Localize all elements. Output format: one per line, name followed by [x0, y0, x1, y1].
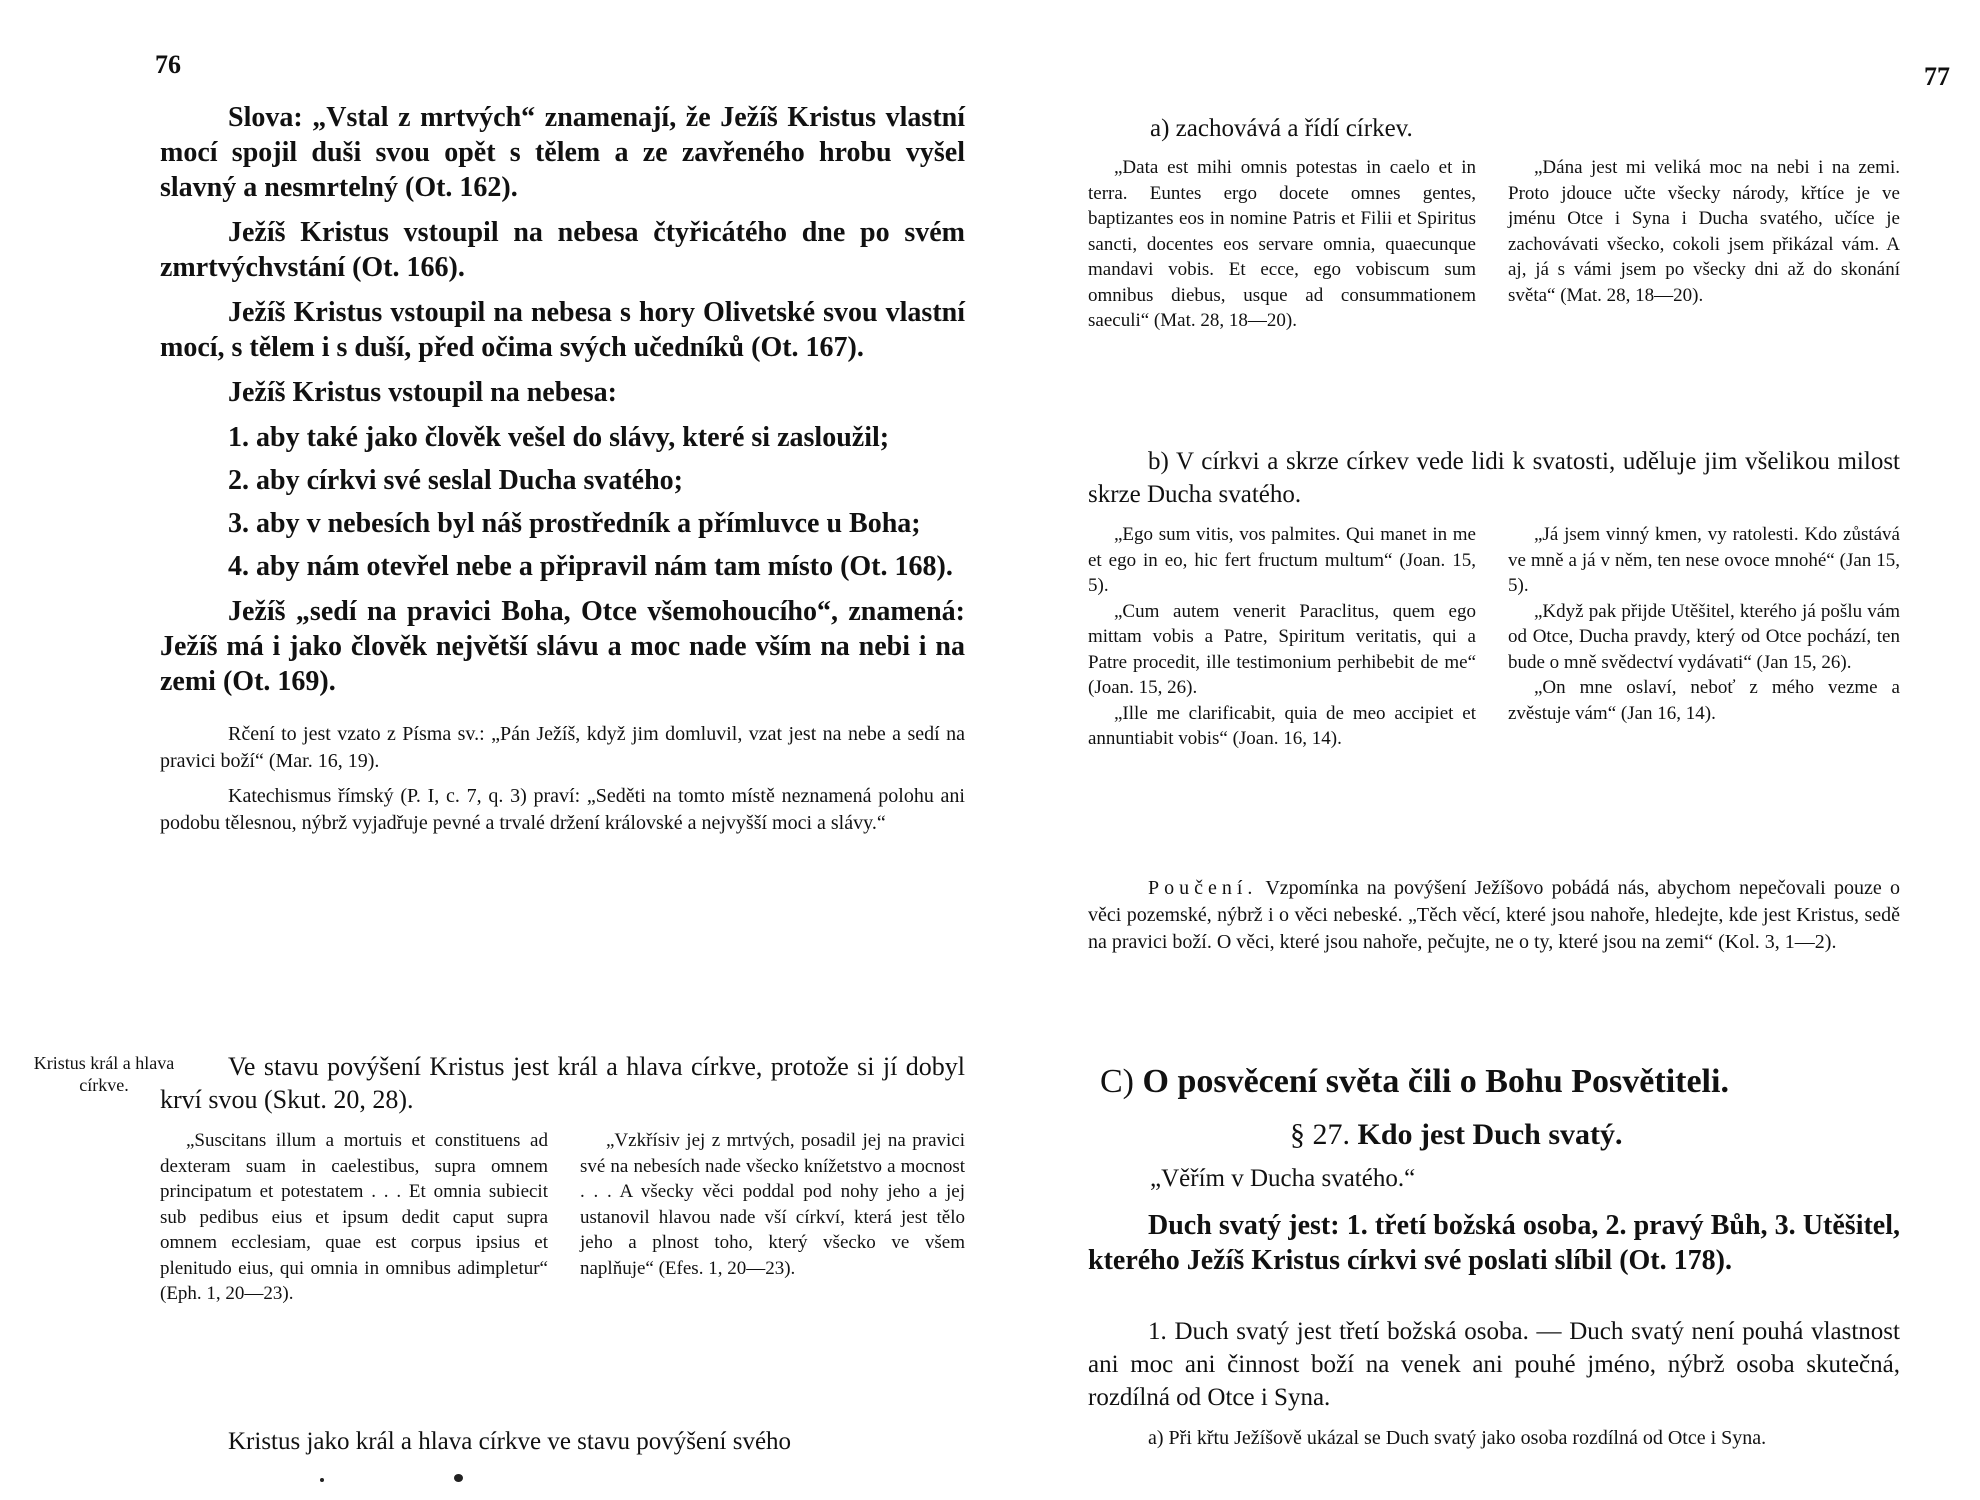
ink-spot — [320, 1478, 324, 1482]
commentary-paragraph: Katechismus římský (P. I, c. 7, q. 3) praví: „Seděti na tomto místě neznamená polohu ani podobu tělesnou, nýbrž vyjadřuje pevné a trvalé držení královské a nejvyšší moci a slávy.“ — [160, 785, 965, 834]
paragraph-heading — [1290, 1118, 1623, 1152]
latin-column — [160, 1128, 548, 1307]
answer-paragraph: Ježíš Kristus vstoupil na nebesa s hory Olivetské svou vlastní mocí, s tělem i s duší, před očima svých učedníků (Ot. 167). — [160, 297, 965, 363]
czech-column — [1508, 522, 1900, 726]
left-page — [0, 0, 980, 1500]
latin-quote: „Ego sum vitis, vos palmites. Qui manet in me et ego in eo, hic fert fructum multum“ (Joan. 15, 5). — [1088, 524, 1476, 596]
czech-column — [1508, 155, 1900, 308]
point-a: a) Při křtu Ježíšově ukázal se Duch svatý jako osoba rozdílná od Otce i Syna. — [1148, 1427, 1767, 1449]
right-page — [1000, 0, 1980, 1500]
instruction-label: Poučení. — [1148, 877, 1258, 899]
margin-note: Kristus král a hlava církve. — [33, 1053, 175, 1095]
czech-quote: „Dána jest mi veliká moc na nebi i na zemi. Proto jdouce učte všecky národy, křtíce je ve jménu Otce i Syna i Ducha svatého, učíce je zachovávati všecko, cokoli jsem přikázal vám. A aj, já s vámi jsem po všecky dni až do skonání světa“ (Mat. 28, 18—20). — [1508, 157, 1900, 306]
instruction-paragraph — [1088, 875, 1900, 956]
latin-quote: „Ille me clarificabit, quia de meo accipiet et annuntiabit vobis“ (Joan. 16, 14). — [1088, 702, 1476, 749]
answer-paragraph: Ježíš „sedí na pravici Boha, Otce všemohoucího“, znamená: Ježíš má i jako člověk největší slávu a moc nade vším na nebi i na zemi (Ot. 169). — [160, 596, 965, 697]
latin-column — [1088, 155, 1476, 334]
paragraph-number: § 27. — [1290, 1118, 1350, 1151]
czech-quote: „On mne oslaví, neboť z mého vezme a zvěstuje vám“ (Jan 16, 14). — [1508, 677, 1900, 724]
section-title: O posvěcení světa čili o Bohu Posvětiteli. — [1142, 1063, 1729, 1100]
answer-list-item: 2. aby církvi své seslal Ducha svatého; — [228, 465, 683, 496]
section-letter: C) — [1100, 1063, 1134, 1100]
latin-quote: „Cum autem venerit Paraclitus, quem ego mittam vobis a Patre, Spiritum veritatis, qui a Patre procedit, ille testimonium perhibebit de me“ (Joan. 15, 26). — [1088, 600, 1476, 698]
answer-list-item: 1. aby také jako člověk vešel do slávy, které si zasloužil; — [228, 422, 890, 453]
latin-quote: „Suscitans illum a mortuis et constituens ad dexteram suam in caelestibus, supra omnem principatum et potestatem . . . Et omnia subiecit sub pedibus eius et ipsum dedit caput supra omnem ecclesiam, quae est corpus ipsius et plenitudo eius, qui omnia in omnibus adimpletur“ (Eph. 1, 20—23). — [160, 1130, 548, 1304]
answer-paragraph: Ježíš Kristus vstoupil na nebesa čtyřicátého dne po svém zmrtvýchvstání (Ot. 166). — [160, 217, 965, 283]
answer-paragraph: Ježíš Kristus vstoupil na nebesa: — [228, 377, 617, 408]
page-number: 77 — [1924, 62, 1950, 91]
definition: Duch svatý jest: 1. třetí božská osoba, 2. pravý Bůh, 3. Utěšitel, kterého Ježíš Kristus církvi své poslati slíbil (Ot. 178). — [1088, 1210, 1900, 1276]
point-one: 1. Duch svatý jest třetí božská osoba. — Duch svatý není pouhá vlastnost ani moc ani činnost boží na venek ani pouhé jméno, nýbrž osoba skutečná, rozdílná od Otce i Syna. — [1088, 1318, 1900, 1411]
section-heading — [1100, 1060, 1729, 1104]
commentary-paragraph: Rčení to jest vzato z Písma sv.: „Pán Ježíš, když jim domluvil, vzat jest na nebe a sedí na pravici boží“ (Mar. 16, 19). — [160, 723, 965, 772]
section-text: Ve stavu povýšení Kristus jest král a hlava církve, protože si jí dobyl krví svou (Skut. 20, 28). — [160, 1052, 965, 1114]
answer-paragraph: Slova: „Vstal z mrtvých“ znamenají, že Ježíš Kristus vlastní mocí spojil duši svou opět s tělem a ze zavřeného hrobu vyšel slavný a nesmrtelný (Ot. 162). — [160, 102, 965, 203]
czech-quote: „Já jsem vinný kmen, vy ratolesti. Kdo zůstává ve mně a já v něm, ten nese ovoce mnohé“ (Jan 15, 5). — [1508, 524, 1900, 596]
answer-list-item: 3. aby v nebesích byl náš prostředník a přímluvce u Boha; — [228, 508, 921, 539]
czech-quote: „Vzkřísiv jej z mrtvých, posadil jej na pravici své na nebesích nade všecko knížetstvo a mocnost . . . A všecky věci poddal pod nohy jeho a jej ustanovil hlavou nade vší církví, která jest tělo jeho a plnost toho, který všecko ve všem naplňuje“ (Efes. 1, 20—23). — [580, 1130, 965, 1279]
subsection-a-heading: a) zachovává a řídí církev. — [1150, 115, 1413, 142]
footer-text: Kristus jako král a hlava církve ve stavu povýšení svého — [228, 1428, 792, 1455]
catechism-answers — [160, 100, 965, 837]
creed-line: „Věřím v Ducha svatého.“ — [1150, 1165, 1416, 1192]
subsection-b-text: b) V církvi a skrze církev vede lidi k svatosti, uděluje jim všelikou milost skrze Ducha svatého. — [1088, 448, 1900, 508]
paragraph-title: Kdo jest Duch svatý. — [1357, 1118, 1623, 1151]
czech-quote: „Když pak přijde Utěšitel, kterého já pošlu vám od Otce, Ducha pravdy, který od Otce pochází, ten bude o mně svědectví vydávati“ (Jan 15, 26). — [1508, 600, 1900, 673]
latin-column — [1088, 522, 1476, 752]
instruction-text: Vzpomínka na povýšení Ježíšovo pobádá nás, abychom nepečovali pouze o věci pozemské, nýbrž i o věci nebeské. „Těch věcí, které jsou nahoře, hledejte, kde jest Kristus, sedě na pravici boží. O věci, které jsou nahoře, pečujte, ne o ty, které jsou na zemi“ (Kol. 3, 1—2). — [1088, 877, 1901, 953]
answer-list-item: 4. aby nám otevřel nebe a připravil nám tam místo (Ot. 168). — [228, 551, 953, 582]
ink-spot — [454, 1474, 463, 1482]
page-number: 76 — [155, 50, 181, 79]
latin-quote: „Data est mihi omnis potestas in caelo et in terra. Euntes ergo docete omnes gentes, baptizantes eos in nomine Patris et Filii et Spiritus sancti, docentes eos servare omnia, quaecunque mandavi vobis. Et ecce, ego vobiscum sum omnibus diebus, usque ad consummationem saeculi“ (Mat. 28, 18—20). — [1088, 157, 1476, 331]
czech-column — [580, 1128, 965, 1281]
